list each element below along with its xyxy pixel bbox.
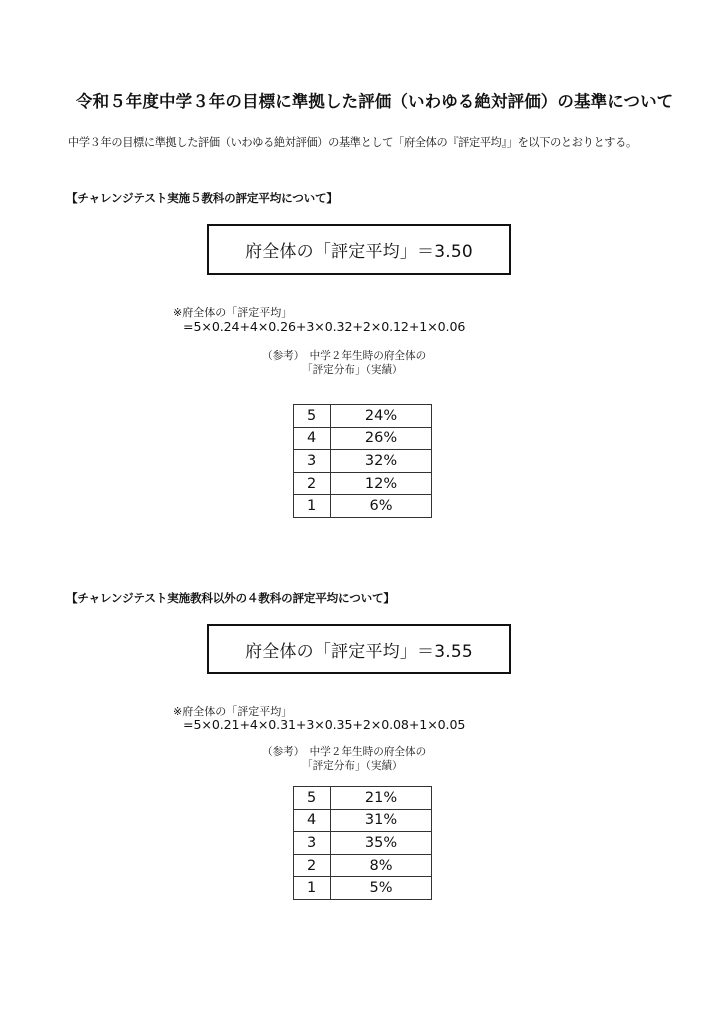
percent-cell: 5% xyxy=(331,877,432,900)
grade-cell: 5 xyxy=(294,787,331,810)
table-row xyxy=(294,405,432,428)
grade-cell: 1 xyxy=(294,495,331,518)
percent-cell: 31% xyxy=(331,809,432,832)
grade-cell: 4 xyxy=(294,809,331,832)
reference-line-1: （参考） 中学２年生時の府全体の xyxy=(262,350,427,362)
percent-cell: 24% xyxy=(331,405,432,428)
note-label: ※府全体の「評定平均」 xyxy=(173,705,293,718)
formula: =5×0.21+4×0.31+3×0.35+2×0.08+1×0.05 xyxy=(183,717,466,732)
reference-line-2: 「評定分布」（実績） xyxy=(302,760,403,772)
section-heading: 【チャレンジテスト実施教科以外の４教科の評定平均について】 xyxy=(66,591,395,605)
table-row xyxy=(294,832,432,855)
average-box xyxy=(207,224,511,275)
table-row xyxy=(294,472,432,495)
table-row xyxy=(294,787,432,810)
formula: =5×0.24+4×0.26+3×0.32+2×0.12+1×0.06 xyxy=(183,319,466,334)
section-heading: 【チャレンジテスト実施５教科の評定平均について】 xyxy=(66,191,338,205)
reference-line-1: （参考） 中学２年生時の府全体の xyxy=(262,746,427,758)
percent-cell: 35% xyxy=(331,832,432,855)
note-label: ※府全体の「評定平均」 xyxy=(173,306,293,319)
average-box-text: 府全体の「評定平均」＝3.55 xyxy=(245,641,473,662)
table-row xyxy=(294,450,432,473)
grade-cell: 3 xyxy=(294,832,331,855)
distribution-table xyxy=(293,404,432,518)
grade-cell: 2 xyxy=(294,854,331,877)
grade-cell: 2 xyxy=(294,472,331,495)
average-box-text: 府全体の「評定平均」＝3.50 xyxy=(245,242,473,262)
grade-cell: 4 xyxy=(294,427,331,450)
intro-text: 中学３年の目標に準拠した評価（いわゆる絶対評価）の基準として「府全体の『評定平均』」を以下のとおりとする。 xyxy=(68,136,637,149)
average-box xyxy=(207,624,511,674)
reference-line-2: 「評定分布」（実績） xyxy=(302,364,403,376)
distribution-table xyxy=(293,786,432,900)
page-title: 令和５年度中学３年の目標に準拠した評価（いわゆる絶対評価）の基準について xyxy=(76,92,674,111)
grade-cell: 5 xyxy=(294,405,331,428)
table-row xyxy=(294,495,432,518)
table-row xyxy=(294,877,432,900)
grade-cell: 1 xyxy=(294,877,331,900)
percent-cell: 26% xyxy=(331,427,432,450)
table-row xyxy=(294,854,432,877)
percent-cell: 8% xyxy=(331,854,432,877)
grade-cell: 3 xyxy=(294,450,331,473)
percent-cell: 32% xyxy=(331,450,432,473)
table-row xyxy=(294,427,432,450)
percent-cell: 12% xyxy=(331,472,432,495)
table-row xyxy=(294,809,432,832)
percent-cell: 21% xyxy=(331,787,432,810)
percent-cell: 6% xyxy=(331,495,432,518)
